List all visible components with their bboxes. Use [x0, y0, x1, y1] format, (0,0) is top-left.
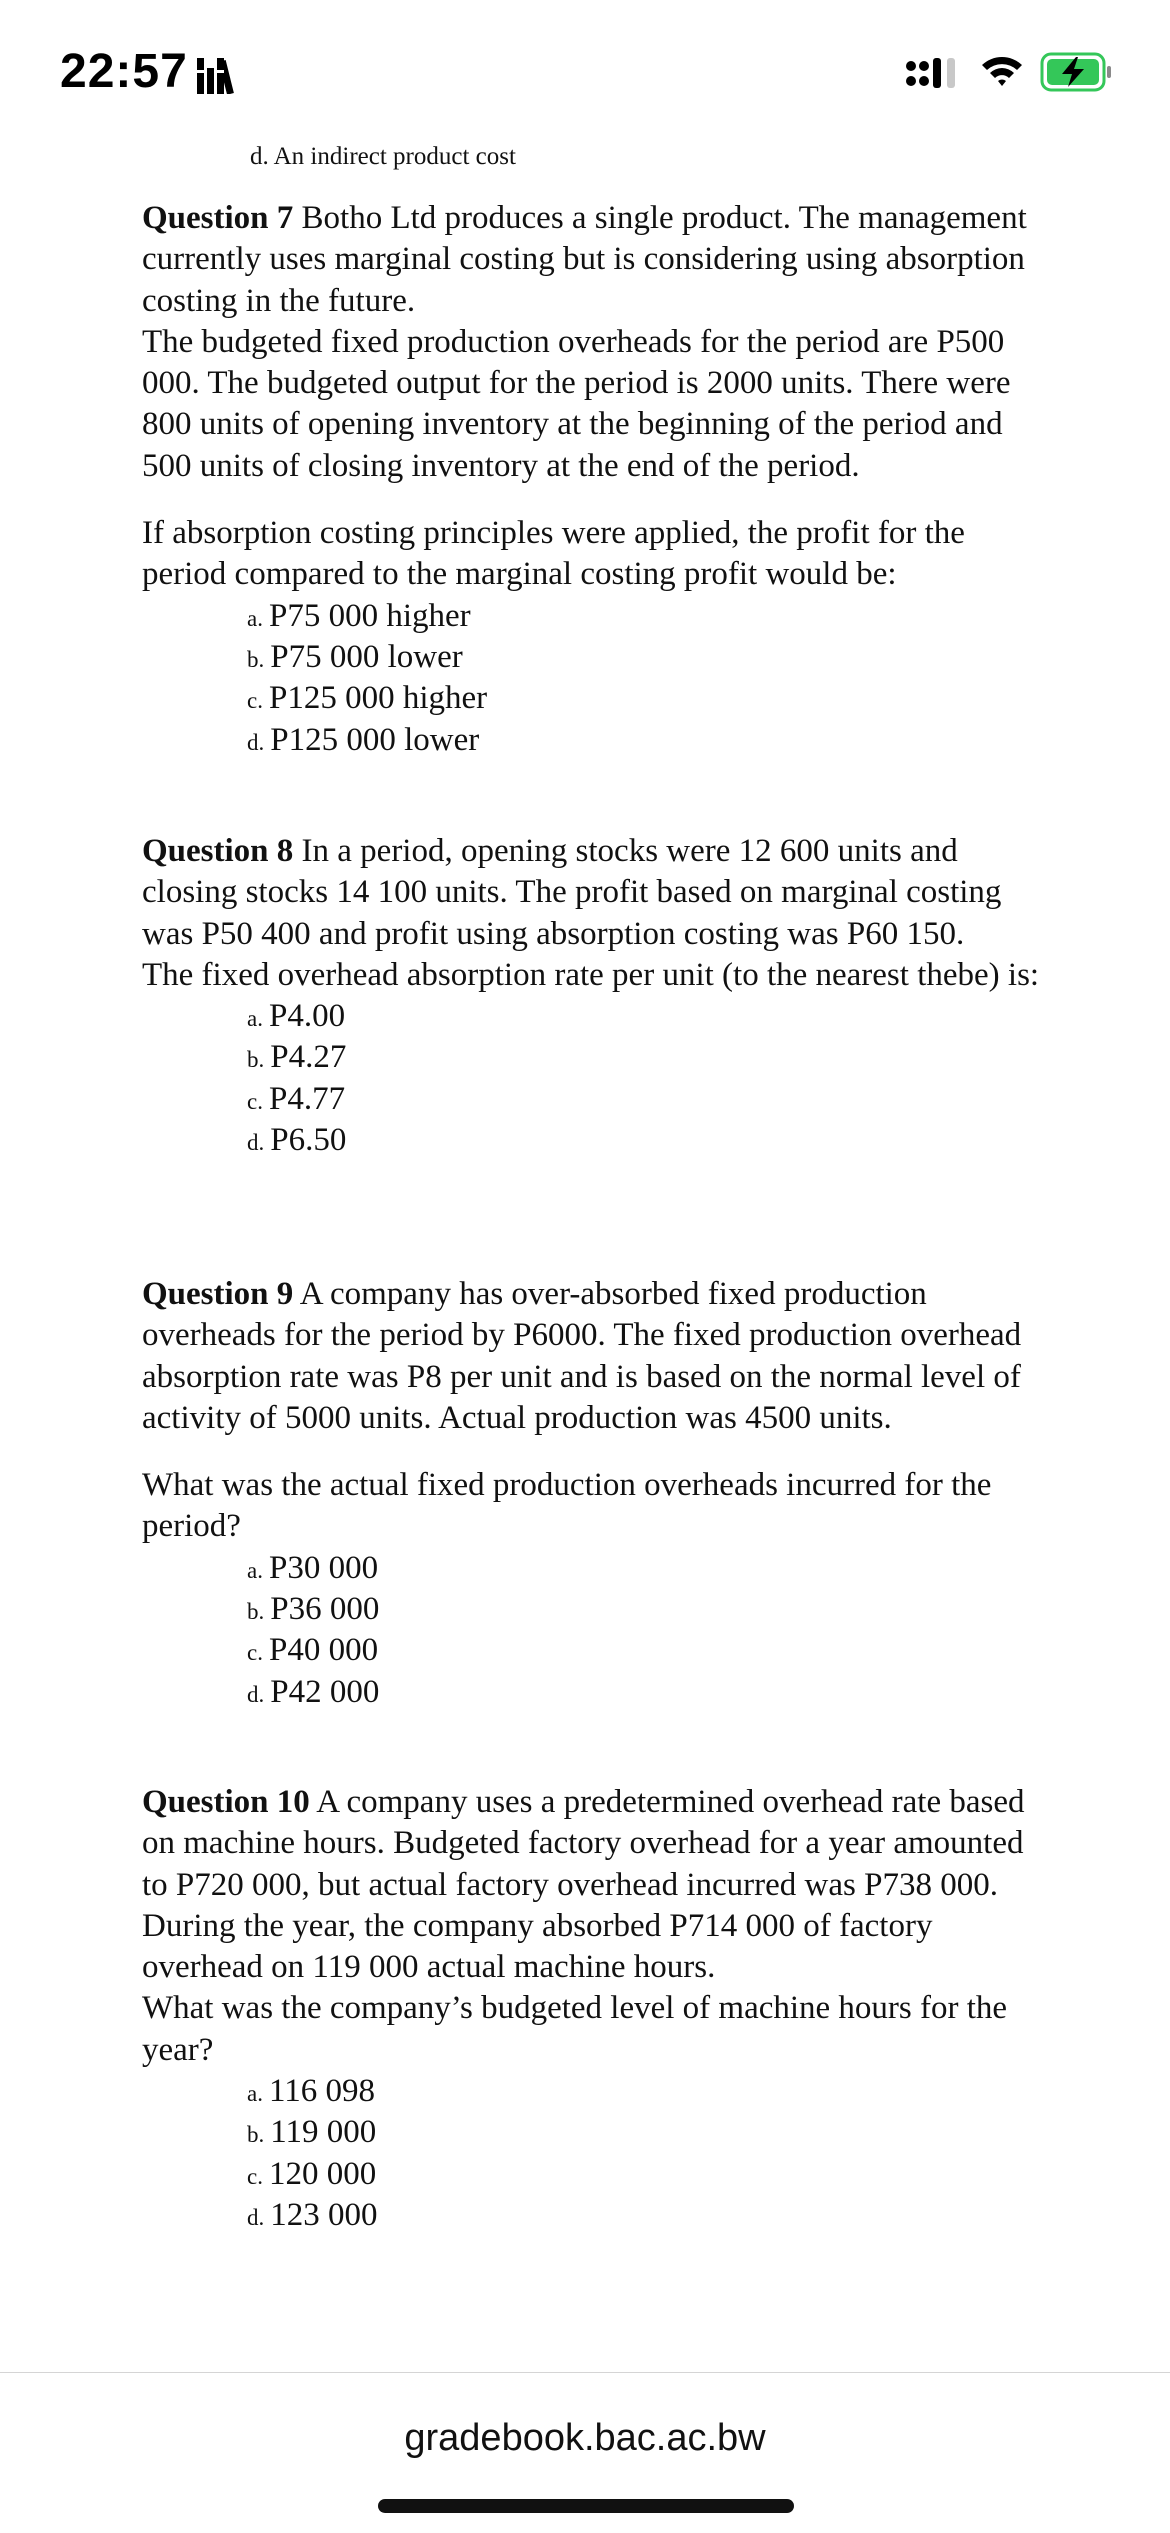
option-letter: c.	[247, 688, 263, 714]
option-letter: a.	[247, 2081, 263, 2107]
url-text[interactable]: gradebook.bac.ac.bw	[404, 2417, 766, 2459]
option-letter: c.	[247, 1640, 263, 1666]
option-letter: d.	[247, 2204, 265, 2230]
status-time: 22:57	[60, 45, 188, 98]
option-text: P30 000	[268, 1549, 379, 1586]
option-item	[247, 720, 1042, 761]
status-bar	[0, 0, 1170, 150]
question-title: Question 9	[142, 1276, 294, 1312]
option-letter: d.	[247, 729, 265, 755]
option-item	[247, 1037, 1042, 1078]
question-prompt: If absorption costing principles were applied, the profit for the period compared to the marginal costing profit would be:	[142, 515, 965, 593]
home-indicator[interactable]	[378, 2499, 794, 2513]
question-text: A company has over-absorbed fixed production overheads for the period by P6000. The fixed production overhead absorption rate was P8 per unit and is based on the normal level of activity of 5000 units. Actual production was 4500 units.	[142, 1276, 1022, 1436]
option-letter: c.	[247, 2163, 263, 2189]
address-bar[interactable]	[0, 2372, 1170, 2533]
books-icon	[197, 56, 247, 94]
option-item	[247, 996, 1042, 1037]
option-letter: a.	[247, 1006, 263, 1032]
option-text: P6.50	[270, 1122, 347, 1159]
option-text: P4.77	[268, 1080, 346, 1117]
question-text: During the year, the company absorbed P714 000 of factory overhead on 119 000 actual machine hours.	[142, 1907, 933, 1986]
option-text: P42 000	[270, 1673, 380, 1710]
option-item	[247, 1079, 1042, 1120]
option-letter: a.	[247, 605, 263, 631]
option-item	[247, 678, 1042, 719]
answer-options	[142, 596, 1042, 761]
question-title: Question 7	[142, 200, 294, 236]
option-text: 119 000	[270, 2114, 377, 2151]
option-item	[247, 637, 1042, 678]
option-item	[247, 1548, 1042, 1589]
question-8	[142, 831, 1042, 1161]
question-text: In a period, opening stocks were 12 600 units and closing stocks 14 100 units. The profit based on marginal costing was P50 400 and profit using absorption costing was P60 150.	[142, 833, 1002, 952]
option-item	[247, 1672, 1042, 1713]
question-title: Question 10	[142, 1784, 310, 1820]
answer-options	[142, 2071, 1042, 2236]
question-text: The fixed overhead absorption rate per unit (to the nearest thebe) is:	[142, 956, 1040, 993]
option-letter: d.	[247, 1130, 265, 1156]
option-text: 120 000	[268, 2155, 377, 2192]
signal-icon	[905, 56, 961, 90]
question-text: Botho Ltd produces a single product. The management currently uses marginal costing but is considering using absorption costing in the future.	[142, 200, 1027, 319]
option-text: P125 000 lower	[270, 721, 480, 758]
option-text: P36 000	[270, 1591, 380, 1628]
option-text: P125 000 higher	[268, 680, 488, 717]
option-item	[247, 1630, 1042, 1671]
question-10	[142, 1782, 1042, 2236]
option-text: P4.00	[268, 998, 346, 1035]
answer-options	[142, 996, 1042, 1161]
question-9	[142, 1274, 1042, 1713]
option-letter: a.	[247, 1557, 263, 1583]
option-item	[247, 2071, 1042, 2112]
battery-charging-icon	[1040, 52, 1114, 92]
option-text: P75 000 lower	[270, 638, 463, 675]
question-prompt: What was the actual fixed production overheads incurred for the period?	[142, 1467, 992, 1545]
option-item	[247, 1589, 1042, 1630]
question-text: The budgeted fixed production overheads for the period are P500 000. The budgeted output for the period is 2000 units. There were 800 units of opening inventory at the beginning of the period and 500 units of closing inventory at the end of the period.	[142, 323, 1011, 484]
option-item	[247, 2112, 1042, 2153]
option-letter: b.	[247, 1047, 265, 1073]
option-item	[247, 596, 1042, 637]
wifi-icon	[980, 54, 1024, 88]
question-title: Question 8	[142, 833, 294, 869]
option-letter: b.	[247, 2122, 265, 2148]
option-item	[247, 2154, 1042, 2195]
option-item	[247, 1120, 1042, 1161]
option-text: P40 000	[268, 1632, 379, 1669]
option-text: P4.27	[270, 1039, 347, 1076]
question-7	[142, 198, 1042, 761]
option-letter: b.	[247, 646, 265, 672]
option-text: 123 000	[270, 2196, 378, 2233]
option-letter: c.	[247, 1088, 263, 1114]
question-text: A company uses a predetermined overhead rate based on machine hours. Budgeted factory overhead for a year amounted to P720 000, but actual factory overhead incurred was P738 000.	[142, 1784, 1025, 1903]
previous-question-option: d. An indirect product cost	[250, 143, 516, 170]
question-prompt: What was the company’s budgeted level of machine hours for the year?	[142, 1990, 1008, 2068]
option-text: P75 000 higher	[268, 597, 471, 634]
option-letter: d.	[247, 1681, 265, 1707]
option-text: 116 098	[268, 2073, 375, 2110]
answer-options	[142, 1548, 1042, 1713]
option-letter: b.	[247, 1599, 265, 1625]
option-item	[247, 2195, 1042, 2236]
